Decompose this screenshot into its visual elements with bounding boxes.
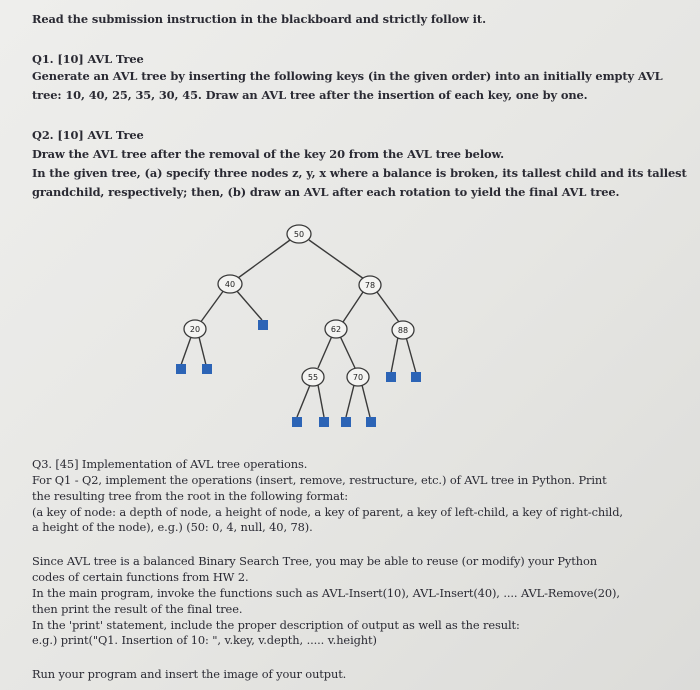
tree-leaves (176, 320, 421, 427)
node-label-62: 62 (330, 325, 342, 334)
q3-text-line-1: For Q1 - Q2, implement the operations (insert, remove, restructure, etc.) of AVL tree in Python. Print (32, 473, 607, 487)
edge-55-leaf-right (318, 385, 324, 417)
q2-text-line-3: grandchild, respectively; then, (b) draw an AVL after each rotation to yield the final AVL tree. (32, 185, 620, 199)
edge-70-leaf-left (346, 385, 354, 417)
edge-88-leaf-right (406, 337, 416, 373)
edge-78-88 (377, 292, 399, 322)
leaf-node (386, 372, 396, 382)
tree-labels (190, 230, 408, 382)
edge-40-leaf (236, 290, 262, 320)
leaf-node (319, 417, 329, 427)
edge-70-leaf-right (362, 385, 370, 417)
q3-para2-line-4: then print the result of the final tree. (32, 602, 243, 616)
leaf-node (258, 320, 268, 330)
leaf-node (176, 364, 186, 374)
node-label-20: 20 (189, 325, 201, 334)
intro-instruction: Read the submission instruction in the blackboard and strictly follow it. (32, 12, 486, 26)
leaf-node (366, 417, 376, 427)
q3-para2-line-3: In the main program, invoke the functions such as AVL-Insert(10), AVL-Insert(40), .... AVL-Remove(20), (32, 586, 620, 600)
node-label-55: 55 (307, 373, 319, 382)
edge-88-leaf-left (391, 337, 398, 373)
tree-edges (181, 240, 416, 417)
q1-text-line-1: Generate an AVL tree by inserting the following keys (in the given order) into an initially empty AVL (32, 69, 663, 83)
leaf-node (292, 417, 302, 427)
edge-50-40 (238, 240, 290, 278)
node-label-50: 50 (293, 230, 305, 239)
q3-text-line-3: (a key of node: a depth of node, a height of node, a key of parent, a key of left-child, a key of right-child, (32, 505, 623, 519)
edge-55-leaf-left (297, 385, 310, 417)
node-label-40: 40 (224, 280, 236, 289)
q3-text-line-2: the resulting tree from the root in the following format: (32, 489, 349, 503)
node-label-88: 88 (397, 326, 409, 335)
q3-para2-line-5: In the 'print' statement, include the proper description of output as well as the result: (32, 618, 520, 632)
node-label-70: 70 (352, 373, 364, 382)
edge-62-55 (318, 336, 332, 368)
q2-text-line-1: Draw the AVL tree after the removal of the key 20 from the AVL tree below. (32, 147, 504, 161)
edge-50-78 (309, 240, 364, 279)
node-label-78: 78 (364, 281, 376, 290)
q3-footer: Run your program and insert the image of your output. (32, 667, 347, 681)
edge-20-leaf-right (199, 337, 206, 365)
q2-text-line-2: In the given tree, (a) specify three nodes z, y, x where a balance is broken, its tallest child and its tallest (32, 166, 687, 180)
q1-text-line-2: tree: 10, 40, 25, 35, 30, 45. Draw an AVL tree after the insertion of each key, one by one. (32, 88, 588, 102)
leaf-node (341, 417, 351, 427)
q3-text-line-4: a height of the node), e.g.) (50: 0, 4, null, 40, 78). (32, 520, 313, 534)
q3-para2-line-2: codes of certain functions from HW 2. (32, 570, 249, 584)
edge-78-62 (343, 292, 363, 322)
q3-title: Q3. [45] Implementation of AVL tree operations. (32, 457, 308, 471)
edge-40-20 (200, 290, 224, 323)
edge-20-leaf-left (181, 337, 191, 365)
q2-title: Q2. [10] AVL Tree (32, 128, 144, 142)
q3-para2-line-6: e.g.) print("Q1. Insertion of 10: ", v.key, v.depth, ..... v.height) (32, 633, 377, 647)
edge-62-70 (340, 336, 355, 368)
leaf-node (411, 372, 421, 382)
leaf-node (202, 364, 212, 374)
q3-para2-line-1: Since AVL tree is a balanced Binary Search Tree, you may be able to reuse (or modify) your Python (32, 554, 597, 568)
q1-title: Q1. [10] AVL Tree (32, 52, 144, 66)
tree-nodes (184, 225, 414, 386)
